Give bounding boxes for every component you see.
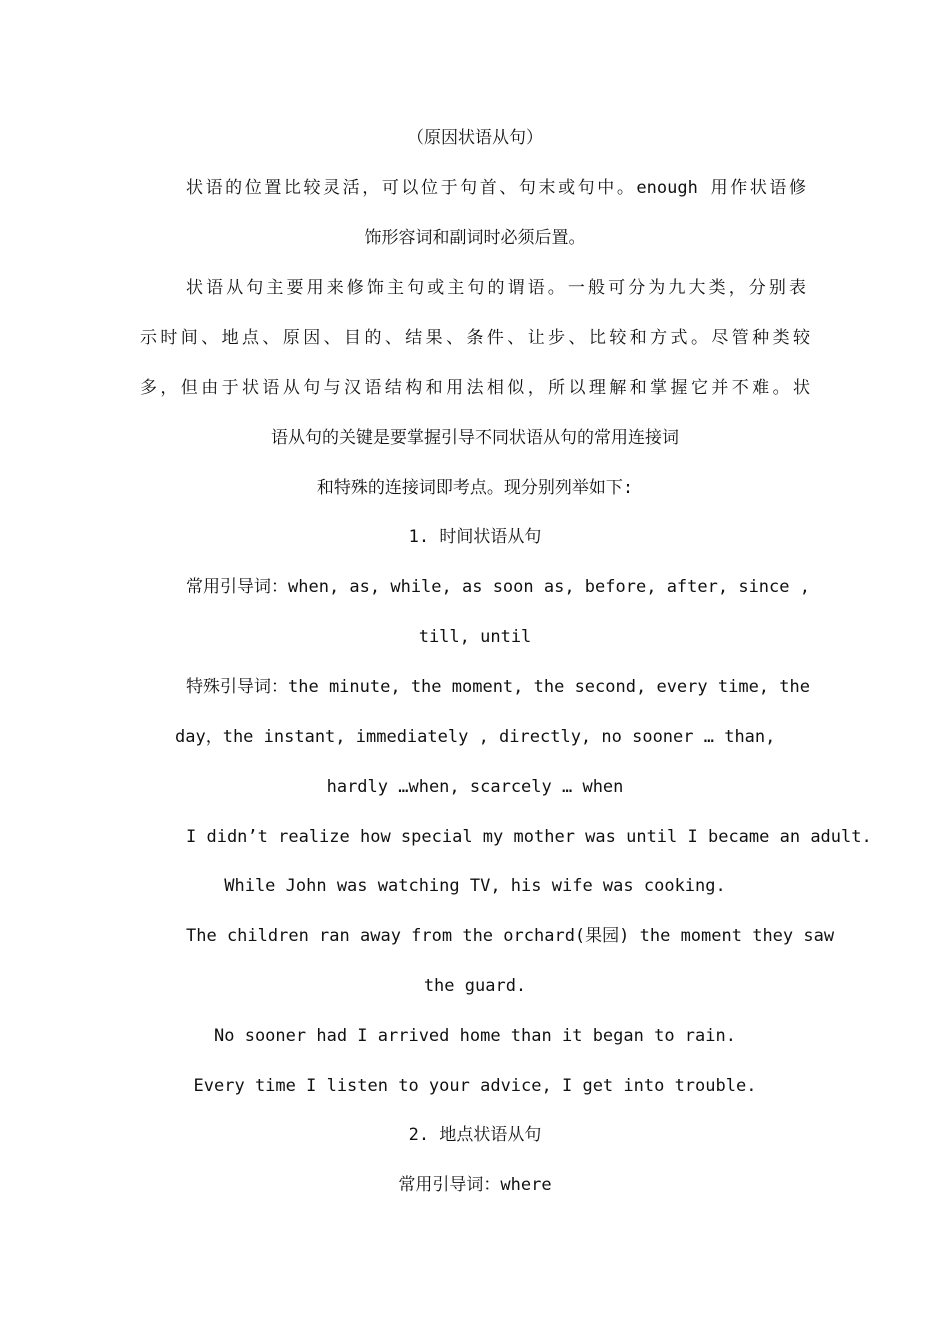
section-heading-place-clause: 2. 地点状语从句 bbox=[408, 1125, 542, 1145]
example-sentence: While John was watching TV, his wife was cooking. bbox=[224, 876, 726, 896]
example-sentence: No sooner had I arrived home than it began to rain. bbox=[214, 1026, 736, 1046]
paragraph-line: 状语的位置比较灵活，可以位于句首、句末或句中。enough 用作状语修 bbox=[186, 178, 806, 198]
common-conjunctions-line: till, until bbox=[418, 627, 532, 647]
common-conjunctions-line: 常用引导词：where bbox=[398, 1175, 552, 1195]
section-heading-time-clause: 1. 时间状语从句 bbox=[408, 527, 542, 547]
common-conjunctions-line: 常用引导词：when, as, while, as soon as, before, after, since , bbox=[186, 577, 810, 597]
paragraph-line: 和特殊的连接词即考点。现分别列举如下: bbox=[316, 478, 634, 498]
section-heading-cause-clause: （原因状语从句） bbox=[407, 128, 543, 148]
example-sentence: the guard. bbox=[423, 976, 527, 996]
paragraph-line: 示时间、地点、原因、目的、结果、条件、让步、比较和方式。尽管种类较 bbox=[140, 328, 810, 348]
example-sentence: Every time I listen to your advice, I get into trouble. bbox=[193, 1076, 757, 1096]
special-conjunctions-line: 特殊引导词：the minute, the moment, the second, every time, the bbox=[186, 677, 810, 697]
example-sentence: I didn’t realize how special my mother was until I became an adult. bbox=[186, 827, 872, 847]
special-conjunctions-line: day，the instant, immediately , directly, no sooner … than, bbox=[175, 727, 776, 747]
example-sentence: The children ran away from the orchard(果园) the moment they saw bbox=[186, 926, 835, 946]
paragraph-line: 状语从句主要用来修饰主句或主句的谓语。一般可分为九大类，分别表 bbox=[186, 278, 806, 298]
paragraph-line: 语从句的关键是要掌握引导不同状语从句的常用连接词 bbox=[271, 428, 679, 448]
paragraph-line: 饰形容词和副词时必须后置。 bbox=[364, 228, 586, 248]
paragraph-line: 多，但由于状语从句与汉语结构和用法相似，所以理解和掌握它并不难。状 bbox=[140, 378, 810, 398]
special-conjunctions-line: hardly …when, scarcely … when bbox=[326, 777, 624, 797]
